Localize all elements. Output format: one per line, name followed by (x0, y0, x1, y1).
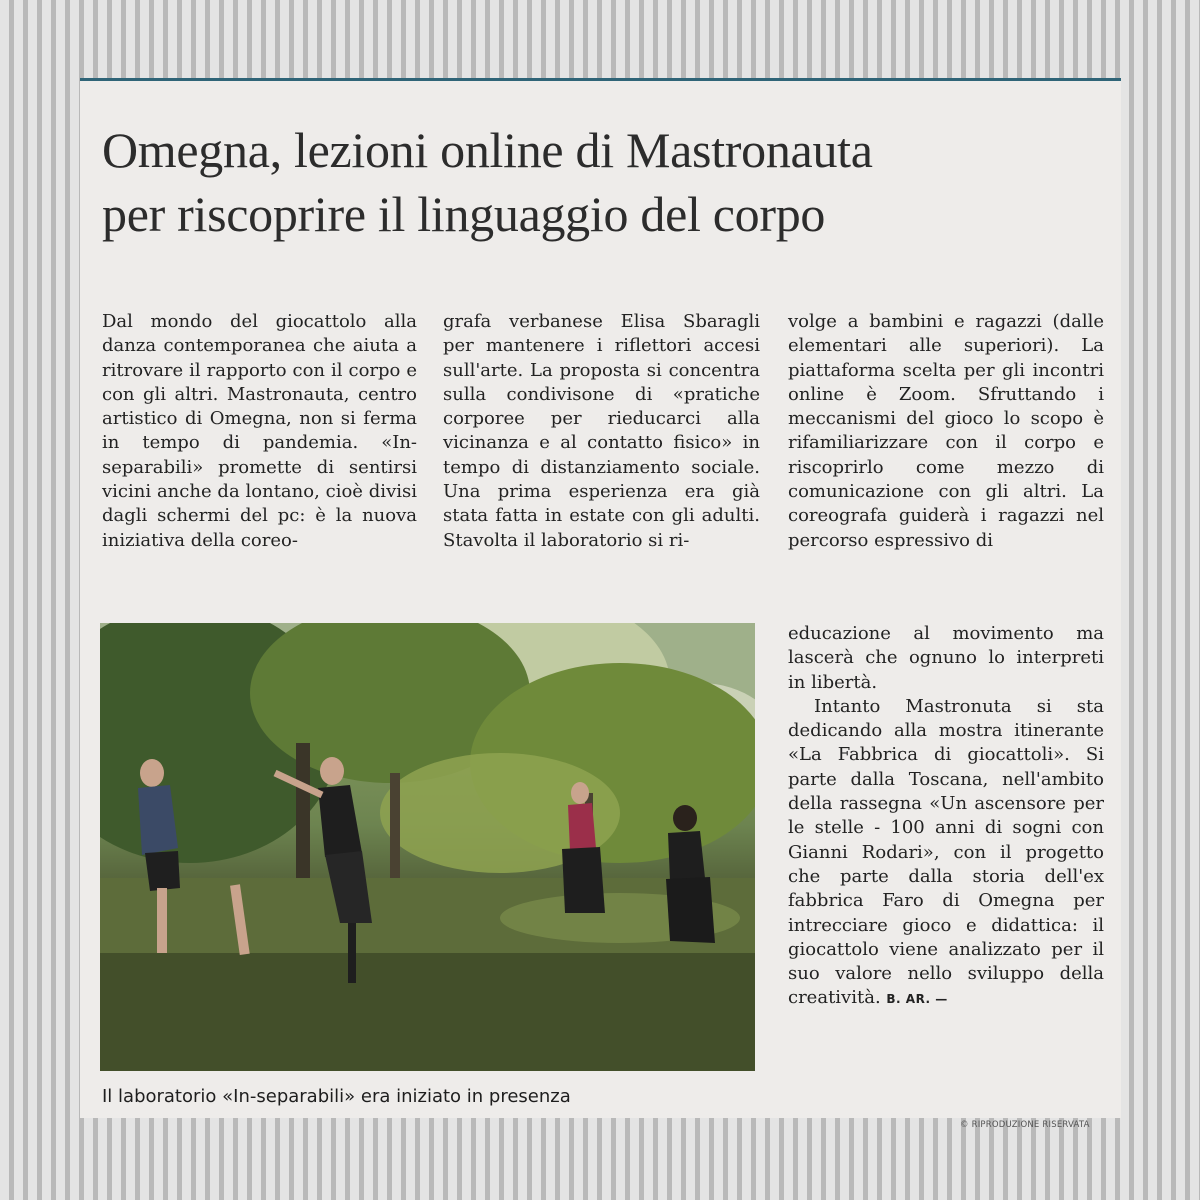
tree-trunk (390, 773, 400, 893)
column-3-continued-text: educazione al movimento ma lascerà che ognuno lo interpreti in libertà. (788, 623, 1104, 693)
article-column-1 (102, 310, 417, 553)
article-column-3-continued (788, 622, 1104, 1012)
article-column-3 (788, 310, 1104, 553)
headline (102, 118, 1102, 246)
newspaper-clipping (80, 78, 1121, 1130)
copyright-notice: © RIPRODUZIONE RISERVATA (960, 1120, 1090, 1130)
paragraph-2-text: Intanto Mastronuta si sta dedicando alla mostra itinerante «La Fabbrica di giocattoli». Si parte dalla Toscana, nell'ambito della rassegna «Un ascensore per le stelle - 100 anni di sogni con Gianni Rodari», con il progetto che parte dalla storia dell'ex fabbrica Faro di Omegna per intrecciare gioco e didattica: il giocattolo viene analizzato per il suo valore nello sviluppo della creatività. (788, 695, 1104, 1009)
photo-caption: Il laboratorio «In-separabili» era iniziato in presenza (102, 1086, 571, 1107)
byline: B. AR. — (886, 992, 948, 1007)
article-photo (100, 623, 755, 1071)
article-column-2 (443, 310, 760, 553)
top-rule (80, 78, 1121, 81)
headline-line-2: per riscoprire il linguaggio del corpo (102, 186, 826, 242)
column-3-paragraph-2 (788, 695, 1104, 1012)
column-3-text: volge a bambini e ragazzi (dalle elementari alle superiori). La piattaforma scelta per gli incontri online è Zoom. Sfruttando i meccanismi del gioco lo scopo è rifamiliarizzare con il corpo e riscoprirlo come mezzo di comunicazione con gli altri. La coreografa guiderà i ragazzi nel percorso espressivo di (788, 311, 1104, 551)
lawn-shadow (100, 953, 755, 1071)
park-dancers-photo (100, 623, 755, 1071)
headline-line-1: Omegna, lezioni online di Mastronauta (102, 122, 873, 178)
column-1-text: Dal mondo del giocattolo alla danza contemporanea che aiuta a ritrovare il rapporto con il corpo e con gli altri. Mastronauta, centro artistico di Omegna, non si ferma in tempo di pandemia. «In-separabili» promette di sentirsi vicini anche da lontano, cioè divisi dagli schermi del pc: è la nuova iniziativa della coreo- (102, 311, 417, 551)
column-2-text: grafa verbanese Elisa Sbaragli per mantenere i riflettori accesi sull'arte. La proposta si concentra sulla condivisone di «pratiche corporee per rieducarci alla vicinanza e al contatto fisico» in tempo di distanziamento sociale. Una prima esperienza era già stata fatta in estate con gli adulti. Stavolta il laboratorio si ri- (443, 311, 760, 551)
